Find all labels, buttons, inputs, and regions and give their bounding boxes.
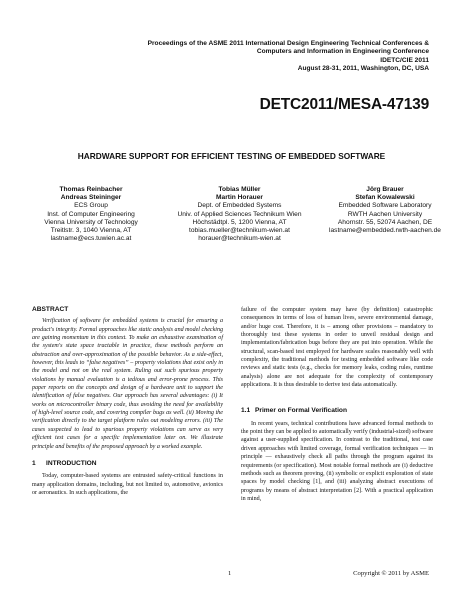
left-column — [32, 306, 223, 497]
author-name: Thomas Reinbacher — [59, 186, 123, 193]
author-name: Jörg Brauer — [366, 186, 404, 193]
author-affiliation-line: Ahornstr. 55, 52074 Aachen, DE — [337, 218, 433, 226]
header-line: IDETC/CIE 2011 — [380, 56, 429, 64]
section-number: 1 — [32, 459, 36, 467]
intro-continued-paragraph: failure of the computer system may have (by definition) catastrophic consequences in terms of loss of human lives, severe environmental damage, and/or huge cost. Therefore, it is – among other provisions – mandatory to thoroughly test these systems in order to unveil residual design and implementation/fabrication bugs before they are put into operation. While the structural, scan-based test employed for hardware scales reasonably well with complexity, the traditional methods for testing embedded software like code reviews and static tests (e.g., checks for memory leaks, coding rules, runtime analysis) alone are not adequate for the complexity of contemporary applications. It is thus desirable to derive test data automatically. — [241, 307, 433, 389]
header-line: Proceedings of the ASME 2011 International Design Engineering Technical Conferences & — [147, 40, 429, 47]
author-email: lastname@embedded.rwth-aachen.de — [329, 227, 441, 235]
abstract-text: Verification of software for embedded systems is crucial for ensuring a product's integrity. Formal approaches like static analysis and model checking are gaining momentum in this context. To make an exhaustive examination of the system's state space tractable in practice, these methods perform an abstraction and over-approximation of the possible behavior. As a side-effect, however, this leads to “false negatives” – property violations that exist only in the model and not on the real system. Ruling out such spurious property violations by manual evaluation is a tedious and error-prone process. This paper reports on the concepts and design of a hardware unit to support the identification of false negatives. Our approach has several advantages: (i) It works on microcontroller binary code, thus avoiding the need for availability of high-level source code, and covering compiler bugs as well. (ii) Moving the verification directly to the target platform rules out modeling errors. (iii) The cases suspected to lead to spurious property violations can serve as very efficient test cases for a specific implementation later on. We illustrate principle and benefits of the proposed approach by a worked example. — [32, 318, 223, 450]
author-name: Andreas Steininger — [60, 194, 122, 202]
page-number: 1 — [228, 570, 232, 577]
author-name: Stefan Kowalewski — [355, 194, 415, 202]
paper-id: DETC2011/MESA-47139 — [259, 96, 429, 113]
author-affiliation-line: Univ. of Applied Sciences Technikum Wien — [177, 210, 302, 218]
intro-paragraph: Today, computer-based systems are entrusted safety-critical functions in many application domains, including, but not limited to, automotive, avionics or aeronautics. In such applications, the — [32, 473, 223, 496]
author-affiliation-line: Inst. of Computer Engineering — [47, 210, 135, 218]
author-affiliation-line: Vienna University of Technology — [44, 218, 138, 226]
author-affiliation-line: ECS Group — [74, 202, 108, 210]
author-email: horauer@technikum-wien.at — [198, 235, 281, 243]
author-email: tobias.mueller@technikum-wien.at — [189, 227, 290, 235]
author-block — [24, 186, 158, 243]
subsection-heading-primer — [241, 407, 433, 415]
primer-paragraph: In recent years, technical contributions have advanced formal methods to the point they can be applied to automatically verify (industrial-sized) software against a user-supplied specification. In contrast to the traditional, test case driven approaches with limited coverage, formal verification techniques — in principle — exhaustively check all paths through the program against its requirements (or specification). Most notable formal methods are (i) deductive methods such as theorem proving, (ii) symbolic or explicit exploration of state spaces by model checking [1], and (iii) analyzing abstract executions of programs by means of abstract interpretation [2]. With a practical application in mind, — [241, 420, 433, 502]
subsection-title: Primer on Formal Verification — [255, 407, 347, 415]
copyright-notice: Copyright © 2011 by ASME — [353, 570, 429, 577]
section-title: INTRODUCTION — [46, 459, 97, 467]
paper-title: HARDWARE SUPPORT FOR EFFICIENT TESTING OF EMBEDDED SOFTWARE — [77, 151, 386, 161]
author-affiliation-line: Embedded Software Laboratory — [338, 202, 432, 210]
author-name: Tobias Müller — [218, 186, 261, 193]
author-affiliation-line: Höchstädtpl. 5, 1200 Vienna, AT — [192, 218, 287, 226]
author-name: Martin Horauer — [216, 194, 263, 202]
author-affiliation-line: Dept. of Embedded Systems — [197, 202, 282, 210]
author-block — [162, 186, 317, 243]
right-column — [241, 306, 433, 503]
author-block — [319, 186, 451, 235]
author-affiliation-line: Treitlstr. 3, 1040 Vienna, AT — [50, 227, 132, 235]
abstract-heading: ABSTRACT — [32, 306, 69, 313]
header-line: Computers and Information in Engineering Conference — [256, 48, 429, 56]
author-email: lastname@ecs.tuwien.ac.at — [50, 235, 132, 243]
section-heading-introduction — [32, 460, 223, 468]
subsection-number: 1.1 — [241, 407, 251, 415]
header-line: August 28-31, 2011, Washington, DC, USA — [297, 64, 429, 72]
conference-header — [148, 40, 429, 73]
author-affiliation-line: RWTH Aachen University — [347, 210, 423, 218]
